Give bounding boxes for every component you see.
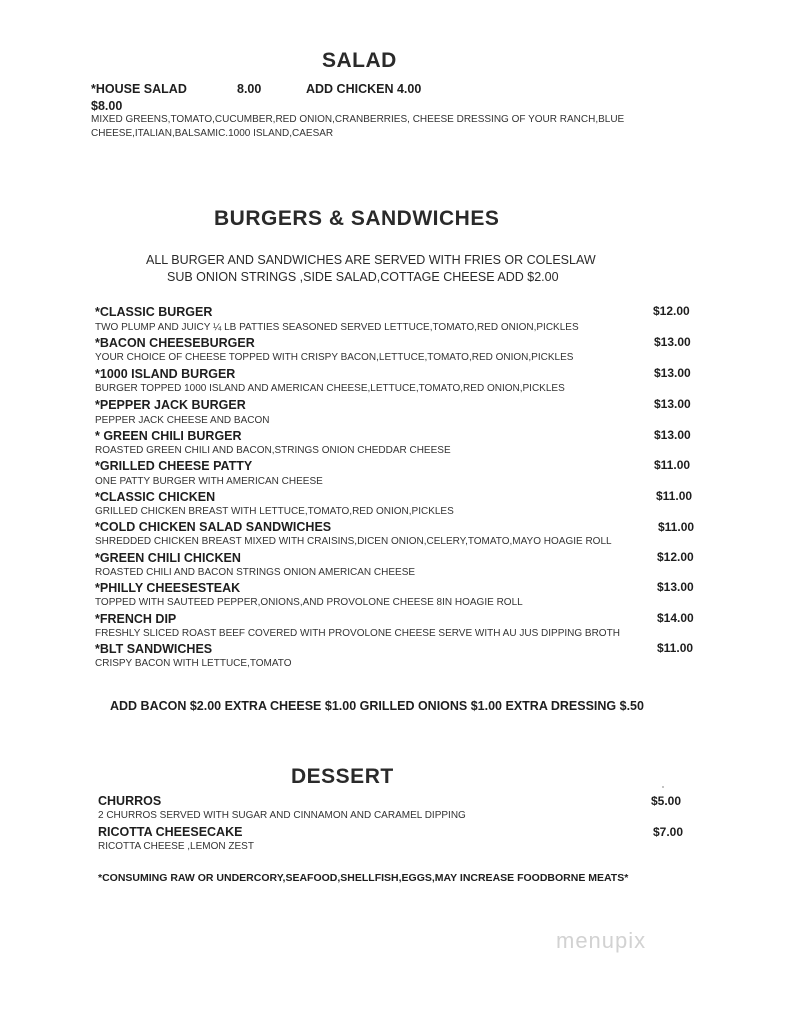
- item-desc: PEPPER JACK CHEESE AND BACON: [95, 415, 270, 426]
- salad-heading: SALAD: [322, 49, 397, 72]
- house-salad-desc-line2: CHEESE,ITALIAN,BALSAMIC.1000 ISLAND,CAESAR: [91, 128, 334, 139]
- item-name: * GREEN CHILI BURGER: [95, 429, 242, 443]
- item-name: *1000 ISLAND BURGER: [95, 367, 236, 381]
- item-desc: TWO PLUMP AND JUICY ¼ LB PATTIES SEASONED SERVED LETTUCE,TOMATO,RED ONION,PICKLES: [95, 322, 579, 333]
- burgers-notice-line2: SUB ONION STRINGS ,SIDE SALAD,COTTAGE CHEESE ADD $2.00: [167, 270, 559, 284]
- item-desc: 2 CHURROS SERVED WITH SUGAR AND CINNAMON AND CARAMEL DIPPING: [98, 810, 466, 821]
- item-price: $12.00: [657, 550, 694, 564]
- item-name: *CLASSIC CHICKEN: [95, 490, 216, 504]
- item-price: $11.00: [656, 489, 693, 503]
- item-name: *COLD CHICKEN SALAD SANDWICHES: [95, 520, 332, 534]
- item-desc: YOUR CHOICE OF CHEESE TOPPED WITH CRISPY BACON,LETTUCE,TOMATO,RED ONION,PICKLES: [95, 352, 574, 363]
- house-salad-desc-line1: MIXED GREENS,TOMATO,CUCUMBER,RED ONION,CRANBERRIES, CHEESE DRESSING OF YOUR RANCH,BLUE: [91, 114, 625, 125]
- house-salad-price: 8.00: [237, 82, 262, 96]
- item-name: *FRENCH DIP: [95, 612, 177, 626]
- burgers-notice-line1: ALL BURGER AND SANDWICHES ARE SERVED WITH FRIES OR COLESLAW: [146, 253, 596, 267]
- item-name: RICOTTA CHEESECAKE: [98, 825, 243, 839]
- item-name: *GREEN CHILI CHICKEN: [95, 551, 241, 565]
- burgers-heading: BURGERS & SANDWICHES: [214, 207, 500, 230]
- item-price: $11.00: [654, 458, 691, 472]
- item-name: *PEPPER JACK BURGER: [95, 398, 246, 412]
- item-desc: CRISPY BACON WITH LETTUCE,TOMATO: [95, 658, 292, 669]
- item-desc: ROASTED GREEN CHILI AND BACON,STRINGS ONION CHEDDAR CHEESE: [95, 445, 451, 456]
- item-price: $11.00: [657, 641, 694, 655]
- item-name: *PHILLY CHEESESTEAK: [95, 581, 241, 595]
- item-desc: TOPPED WITH SAUTEED PEPPER,ONIONS,AND PROVOLONE CHEESE 8IN HOAGIE ROLL: [95, 597, 523, 608]
- menupix-watermark: menupix: [556, 928, 647, 953]
- item-name: *GRILLED CHEESE PATTY: [95, 459, 253, 473]
- item-price: $11.00: [658, 520, 695, 534]
- item-desc: RICOTTA CHEESE ,LEMON ZEST: [98, 841, 254, 852]
- burger-addons: ADD BACON $2.00 EXTRA CHEESE $1.00 GRILLED ONIONS $1.00 EXTRA DRESSING $.50: [110, 699, 644, 713]
- item-name: CHURROS: [98, 794, 162, 808]
- item-price: $13.00: [654, 366, 691, 380]
- item-desc: ONE PATTY BURGER WITH AMERICAN CHEESE: [95, 476, 323, 487]
- item-price: $13.00: [657, 580, 694, 594]
- item-name: *CLASSIC BURGER: [95, 305, 213, 319]
- item-desc: FRESHLY SLICED ROAST BEEF COVERED WITH PROVOLONE CHEESE SERVE WITH AU JUS DIPPING BROTH: [95, 628, 620, 639]
- item-price: $13.00: [654, 397, 691, 411]
- house-salad-name: *HOUSE SALAD: [91, 82, 187, 96]
- item-price: $12.00: [653, 304, 690, 318]
- item-desc: GRILLED CHICKEN BREAST WITH LETTUCE,TOMATO,RED ONION,PICKLES: [95, 506, 454, 517]
- item-price: $13.00: [654, 428, 691, 442]
- item-price: $7.00: [653, 825, 684, 839]
- scan-speck: [662, 786, 664, 788]
- item-name: *BLT SANDWICHES: [95, 642, 213, 656]
- item-price: $5.00: [651, 794, 682, 808]
- dessert-heading: DESSERT: [291, 765, 394, 788]
- item-desc: ROASTED CHILI AND BACON STRINGS ONION AMERICAN CHEESE: [95, 567, 416, 578]
- foodborne-disclaimer: *CONSUMING RAW OR UNDERCORY,SEAFOOD,SHELLFISH,EGGS,MAY INCREASE FOODBORNE MEATS*: [98, 872, 629, 884]
- add-chicken-option: ADD CHICKEN 4.00: [306, 82, 422, 96]
- item-desc: BURGER TOPPED 1000 ISLAND AND AMERICAN CHEESE,LETTUCE,TOMATO,RED ONION,PICKLES: [95, 383, 565, 394]
- item-desc: SHREDDED CHICKEN BREAST MIXED WITH CRAISINS,DICEN ONION,CELERY,TOMATO,MAYO HOAGIE ROLL: [95, 536, 612, 547]
- item-price: $14.00: [657, 611, 694, 625]
- house-salad-price-alt: $8.00: [91, 99, 123, 113]
- item-price: $13.00: [654, 335, 691, 349]
- item-name: *BACON CHEESEBURGER: [95, 336, 255, 350]
